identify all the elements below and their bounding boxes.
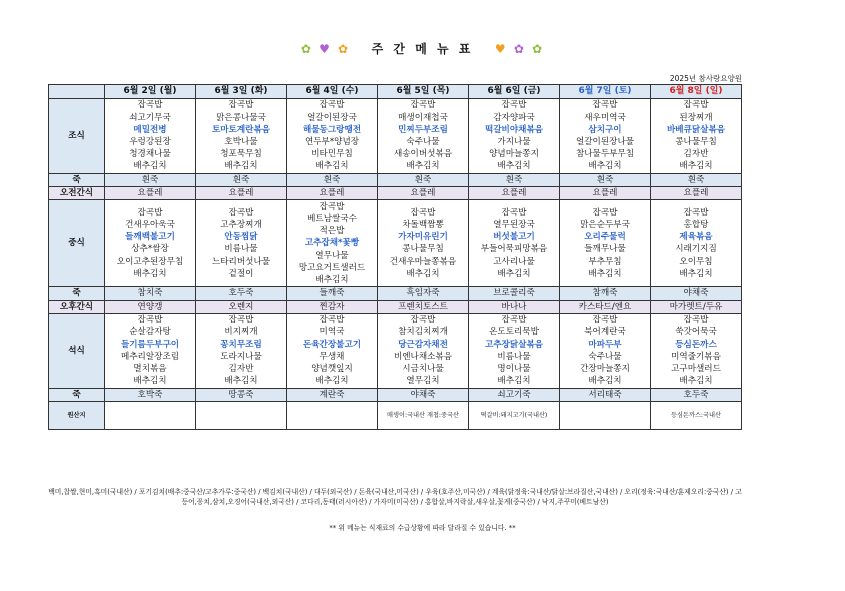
menu-item: 간장마늘쫑지: [580, 364, 630, 374]
menu-item: 김자반: [683, 149, 709, 160]
menu-cell: 흰죽: [651, 174, 742, 187]
menu-item: 참치김치찌개: [398, 327, 448, 338]
meal-label: 죽: [49, 174, 105, 187]
menu-item: 열무나물: [315, 250, 349, 261]
menu-cell: [469, 313, 560, 388]
main-dish: 토마토계란볶음: [211, 124, 271, 135]
menu-cell: [105, 313, 196, 388]
menu-cell: [196, 99, 287, 174]
menu-cell: 땅콩죽: [196, 388, 287, 401]
menu-cell: 계란죽: [287, 388, 378, 401]
menu-item: 무생채: [319, 351, 345, 362]
menu-item: 잡곡밥: [592, 100, 618, 111]
menu-cell: 마가렛트/두유: [651, 300, 742, 313]
menu-item: 멸치볶음: [133, 364, 167, 374]
menu-item: 들깨무나물: [584, 244, 626, 255]
menu-item: 잡곡밥: [319, 100, 345, 111]
menu-item: 건새우아욱국: [125, 220, 175, 231]
row-lunch_porridge: [49, 287, 742, 300]
flower-decoration-left: ✿ ♥ ✿: [300, 42, 351, 56]
menu-item: 겉절이: [228, 268, 254, 279]
menu-cell: [196, 313, 287, 388]
menu-item: 비름나물: [224, 244, 258, 255]
main-dish: 고추장닭살볶음: [484, 339, 544, 350]
menu-item: 잡곡밥: [683, 207, 709, 218]
menu-item: 시래기지짐: [675, 244, 717, 255]
menu-cell: 연양갱: [105, 300, 196, 313]
menu-item: 배추김치: [133, 268, 167, 279]
menu-item: 가지나물: [497, 137, 531, 147]
menu-item: 얼갈이된장국: [307, 112, 357, 123]
menu-item: 도라지나물: [220, 351, 262, 362]
menu-cell: [287, 313, 378, 388]
meal-row-breakfast: [49, 99, 742, 174]
origin-footnote: 백미,찹쌀,현미,흑미(국내산) / 포기김치(배추:중국산/고추가루:중국산) / 백김치(국내산) / 대두(외국산) / 돈육(국내산,미국산) / 우육(호주산,미국산) / 계육(닭정육:국내산/닭살:브라질산,국내산) / 오리(정육:국내산/훈제오리:중국산) / 고등어,꽁치,삼치,오징어(국내산,외국산) / 코다리,동태(러시아산) / 가자미(미국산) / 홍합살,바지락살,새우살,꽃게(중국산) / 낙지,주꾸미(베트남산): [48, 488, 742, 506]
menu-item: 배추김치: [406, 161, 440, 172]
day-header: 6월 4일 (수): [287, 85, 378, 99]
menu-cell: 프렌치토스트: [378, 300, 469, 313]
menu-cell: [378, 313, 469, 388]
menu-item: 잡곡밥: [683, 100, 709, 111]
menu-item: 잡곡밥: [228, 100, 254, 111]
main-dish: 바베큐닭살볶음: [666, 124, 726, 135]
menu-item: 적은밥: [319, 226, 345, 237]
main-dish: 안동찜닭: [224, 232, 258, 243]
menu-item: 연두부*양념장: [304, 137, 360, 147]
menu-cell: 매생이:국내산 재첩:중국산: [378, 402, 469, 430]
menu-cell: 브로콜리죽: [469, 287, 560, 300]
menu-item: 된장찌개: [679, 112, 713, 123]
menu-item: 새우미역국: [584, 112, 626, 123]
menu-item: 잡곡밥: [137, 207, 163, 218]
menu-item: 잡곡밥: [410, 315, 436, 326]
main-dish: 메밀전병: [133, 124, 167, 135]
menu-item: 얼갈이된장나물: [575, 137, 635, 147]
day-header: 6월 2일 (월): [105, 85, 196, 99]
menu-item: 오이고추된장무침: [116, 256, 184, 267]
meal-row-lunch: [49, 200, 742, 287]
menu-item: 고사리나물: [493, 256, 535, 267]
menu-item: 비엔나채소볶음: [393, 351, 453, 362]
menu-item: 배추김치: [315, 161, 349, 172]
menu-cell: 흰죽: [469, 174, 560, 187]
flower-decoration-right: ♥ ✿ ✿: [494, 42, 545, 56]
menu-item: 부추무침: [588, 256, 622, 267]
menu-item: 청경채나물: [129, 149, 171, 160]
menu-item: 고추장찌개: [220, 220, 262, 231]
menu-item: 배추김치: [133, 376, 167, 387]
menu-item: 망고요거트샐러드: [298, 262, 366, 273]
menu-item: 감자양파국: [493, 112, 535, 123]
menu-item: 배추김치: [406, 268, 440, 279]
menu-cell: 요플레: [196, 187, 287, 200]
menu-item: 잡곡밥: [137, 315, 163, 326]
menu-cell: 오렌지: [196, 300, 287, 313]
menu-cell: 쇠고기죽: [469, 388, 560, 401]
menu-item: 잡곡밥: [501, 100, 527, 111]
menu-item: 잡곡밥: [410, 207, 436, 218]
menu-item: 배추김치: [224, 376, 258, 387]
menu-item: 배추김치: [588, 376, 622, 387]
menu-cell: [196, 200, 287, 287]
menu-item: 쇠고기무국: [129, 112, 171, 123]
menu-cell: 서리태죽: [560, 388, 651, 401]
meal-label: 죽: [49, 287, 105, 300]
menu-cell: [560, 402, 651, 430]
menu-item: 느타리버섯나물: [211, 256, 271, 267]
menu-item: 참나물두부무침: [575, 149, 635, 160]
menu-item: 매생이재첩국: [398, 112, 448, 123]
menu-item: 잡곡밥: [501, 207, 527, 218]
menu-item: 열무된장국: [493, 220, 535, 231]
menu-cell: [560, 313, 651, 388]
menu-item: 베트남쌀국수: [307, 213, 357, 224]
meal-label: 석식: [49, 313, 105, 388]
menu-cell: [651, 200, 742, 287]
menu-title-text: 주 간 메 뉴 표: [371, 42, 474, 56]
main-dish: 삼치구이: [588, 124, 622, 135]
main-dish: 들깨백불고기: [125, 232, 175, 243]
menu-item: 배추김치: [224, 161, 258, 172]
menu-cell: 들깨죽: [287, 287, 378, 300]
menu-cell: 참치죽: [105, 287, 196, 300]
menu-item: 숙주나물: [406, 137, 440, 147]
menu-cell: 참깨죽: [560, 287, 651, 300]
menu-cell: 호박죽: [105, 388, 196, 401]
row-dinner_porridge: [49, 388, 742, 401]
day-header: 6월 6일 (금): [469, 85, 560, 99]
menu-item: 순살감자탕: [129, 327, 171, 338]
menu-item: 잡곡밥: [228, 207, 254, 218]
menu-cell: [651, 313, 742, 388]
main-dish: 제육볶음: [679, 232, 713, 243]
menu-item: 비타민무침: [311, 149, 353, 160]
menu-item: 고구마샐러드: [671, 364, 721, 374]
menu-cell: [560, 99, 651, 174]
menu-item: 배추김치: [315, 376, 349, 387]
menu-cell: 바나나: [469, 300, 560, 313]
menu-item: 부들어묵피망볶음: [480, 244, 548, 255]
menu-title: [0, 40, 845, 57]
meal-row-dinner: [49, 313, 742, 388]
menu-cell: 요플레: [287, 187, 378, 200]
menu-cell: [287, 99, 378, 174]
menu-cell: [105, 99, 196, 174]
weekly-menu-table: [48, 84, 742, 430]
main-dish: 민찌두부조림: [398, 124, 448, 135]
row-origin: [49, 402, 742, 430]
menu-cell: 요플레: [105, 187, 196, 200]
menu-item: 미역국: [319, 327, 345, 338]
menu-cell: 카스타드/엔요: [560, 300, 651, 313]
meal-label: 오후간식: [49, 300, 105, 313]
menu-cell: [105, 402, 196, 430]
menu-cell: 야채죽: [651, 287, 742, 300]
menu-item: 잡곡밥: [319, 201, 345, 212]
meal-label: 오전간식: [49, 187, 105, 200]
menu-cell: [196, 402, 287, 430]
main-dish: 당근감자채전: [398, 339, 448, 350]
row-pm_snack: [49, 300, 742, 313]
menu-cell: 흑임자죽: [378, 287, 469, 300]
header-row: [49, 85, 742, 99]
meal-label: 원산지: [49, 402, 105, 430]
menu-item: 숙주나물: [588, 351, 622, 362]
main-dish: 오리주물럭: [584, 232, 626, 243]
main-dish: 가자미유린기: [398, 232, 448, 243]
menu-item: 배추김치: [497, 268, 531, 279]
menu-cell: [469, 99, 560, 174]
menu-item: 잡곡밥: [501, 315, 527, 326]
menu-item: 새송이버섯볶음: [393, 149, 453, 160]
menu-item: 잡곡밥: [592, 315, 618, 326]
main-dish: 꽁치무조림: [220, 339, 262, 350]
menu-item: 건새우마늘쫑볶음: [389, 256, 457, 267]
menu-cell: [469, 200, 560, 287]
menu-item: 명이나물: [497, 364, 531, 374]
organization-label: 2025년 참사랑요양원: [669, 74, 742, 83]
menu-item: 배추김치: [497, 161, 531, 172]
menu-cell: [651, 99, 742, 174]
menu-item: 잡곡밥: [410, 100, 436, 111]
day-header: 6월 5일 (목): [378, 85, 469, 99]
menu-cell: [287, 200, 378, 287]
meal-label: 조식: [49, 99, 105, 174]
meal-label: 죽: [49, 388, 105, 401]
menu-item: 잡곡밥: [319, 315, 345, 326]
menu-item: 배추김치: [679, 268, 713, 279]
main-dish: 돈육간장불고기: [302, 339, 362, 350]
menu-item: 김자반: [228, 364, 254, 374]
day-header-saturday: 6월 7일 (토): [560, 85, 651, 99]
menu-item: 배추김치: [315, 274, 349, 285]
menu-item: 북어계란국: [584, 327, 626, 338]
menu-item: 배추김치: [588, 161, 622, 172]
menu-item: 잡곡밥: [137, 100, 163, 111]
menu-notice: ** 위 메뉴는 식재료의 수급상황에 따라 달라질 수 있습니다. **: [329, 524, 516, 532]
menu-item: 시금치나물: [402, 364, 444, 374]
day-header-sunday: 6월 8일 (일): [651, 85, 742, 99]
menu-cell: 흰죽: [378, 174, 469, 187]
menu-cell: [560, 200, 651, 287]
menu-cell: 요플레: [560, 187, 651, 200]
menu-cell: 호두죽: [651, 388, 742, 401]
menu-item: 맑은순두부국: [580, 220, 630, 231]
menu-cell: 야채죽: [378, 388, 469, 401]
menu-item: 배추김치: [679, 161, 713, 172]
row-breakfast_porridge: [49, 174, 742, 187]
menu-item: 맑은콩나물국: [216, 112, 266, 123]
menu-cell: 찐감자: [287, 300, 378, 313]
menu-item: 양념마늘쫑지: [489, 149, 539, 160]
menu-item: 홍합탕: [683, 220, 709, 231]
menu-item: 쑥갓어묵국: [675, 327, 717, 338]
day-header: 6월 3일 (화): [196, 85, 287, 99]
menu-item: 배추김치: [133, 161, 167, 172]
main-dish: 해물동그랑땡전: [302, 124, 362, 135]
menu-cell: 흰죽: [105, 174, 196, 187]
header-corner: [49, 85, 105, 99]
menu-cell: 요플레: [378, 187, 469, 200]
menu-item: 오이무침: [679, 256, 713, 267]
main-dish: 들기름두부구이: [120, 339, 180, 350]
menu-cell: [105, 200, 196, 287]
menu-item: 콩나물무침: [675, 137, 717, 147]
main-dish: 고추잡채*꽃빵: [304, 238, 360, 249]
menu-item: 미역줄기볶음: [671, 351, 721, 362]
menu-cell: 떡갈비:돼지고기(국내산): [469, 402, 560, 430]
main-dish: 마파두부: [588, 339, 622, 350]
menu-item: 배추김치: [679, 376, 713, 387]
menu-item: 잡곡밥: [592, 207, 618, 218]
menu-cell: [378, 200, 469, 287]
menu-item: 청포묵무침: [220, 149, 262, 160]
menu-cell: [287, 402, 378, 430]
main-dish: 등심돈까스: [675, 339, 717, 350]
menu-cell: 흰죽: [287, 174, 378, 187]
menu-item: 메추리알장조림: [120, 351, 180, 362]
menu-item: 잡곡밥: [228, 315, 254, 326]
menu-item: 콩나물무침: [402, 244, 444, 255]
meal-label: 중식: [49, 200, 105, 287]
menu-item: 온도토리묵밥: [489, 327, 539, 338]
menu-cell: 요플레: [651, 187, 742, 200]
menu-item: 열무김치: [406, 376, 440, 387]
menu-item: 배추김치: [588, 268, 622, 279]
menu-item: 양념깻잎지: [311, 364, 353, 374]
menu-cell: 흰죽: [196, 174, 287, 187]
menu-item: 상추*쌈장: [131, 244, 169, 255]
menu-cell: 호두죽: [196, 287, 287, 300]
menu-cell: 흰죽: [560, 174, 651, 187]
menu-cell: 요플레: [469, 187, 560, 200]
menu-item: 차돌백짬뽕: [402, 220, 444, 231]
menu-item: 호박나물: [224, 137, 258, 147]
main-dish: 버섯불고기: [493, 232, 535, 243]
menu-cell: [378, 99, 469, 174]
menu-item: 비지찌개: [224, 327, 258, 338]
row-am_snack: [49, 187, 742, 200]
menu-cell: 등심돈까스:국내산: [651, 402, 742, 430]
menu-item: 우렁강된장: [129, 137, 171, 147]
menu-item: 배추김치: [497, 376, 531, 387]
menu-item: 잡곡밥: [683, 315, 709, 326]
menu-item: 비름나물: [497, 351, 531, 362]
main-dish: 떡갈비야채볶음: [484, 124, 544, 135]
